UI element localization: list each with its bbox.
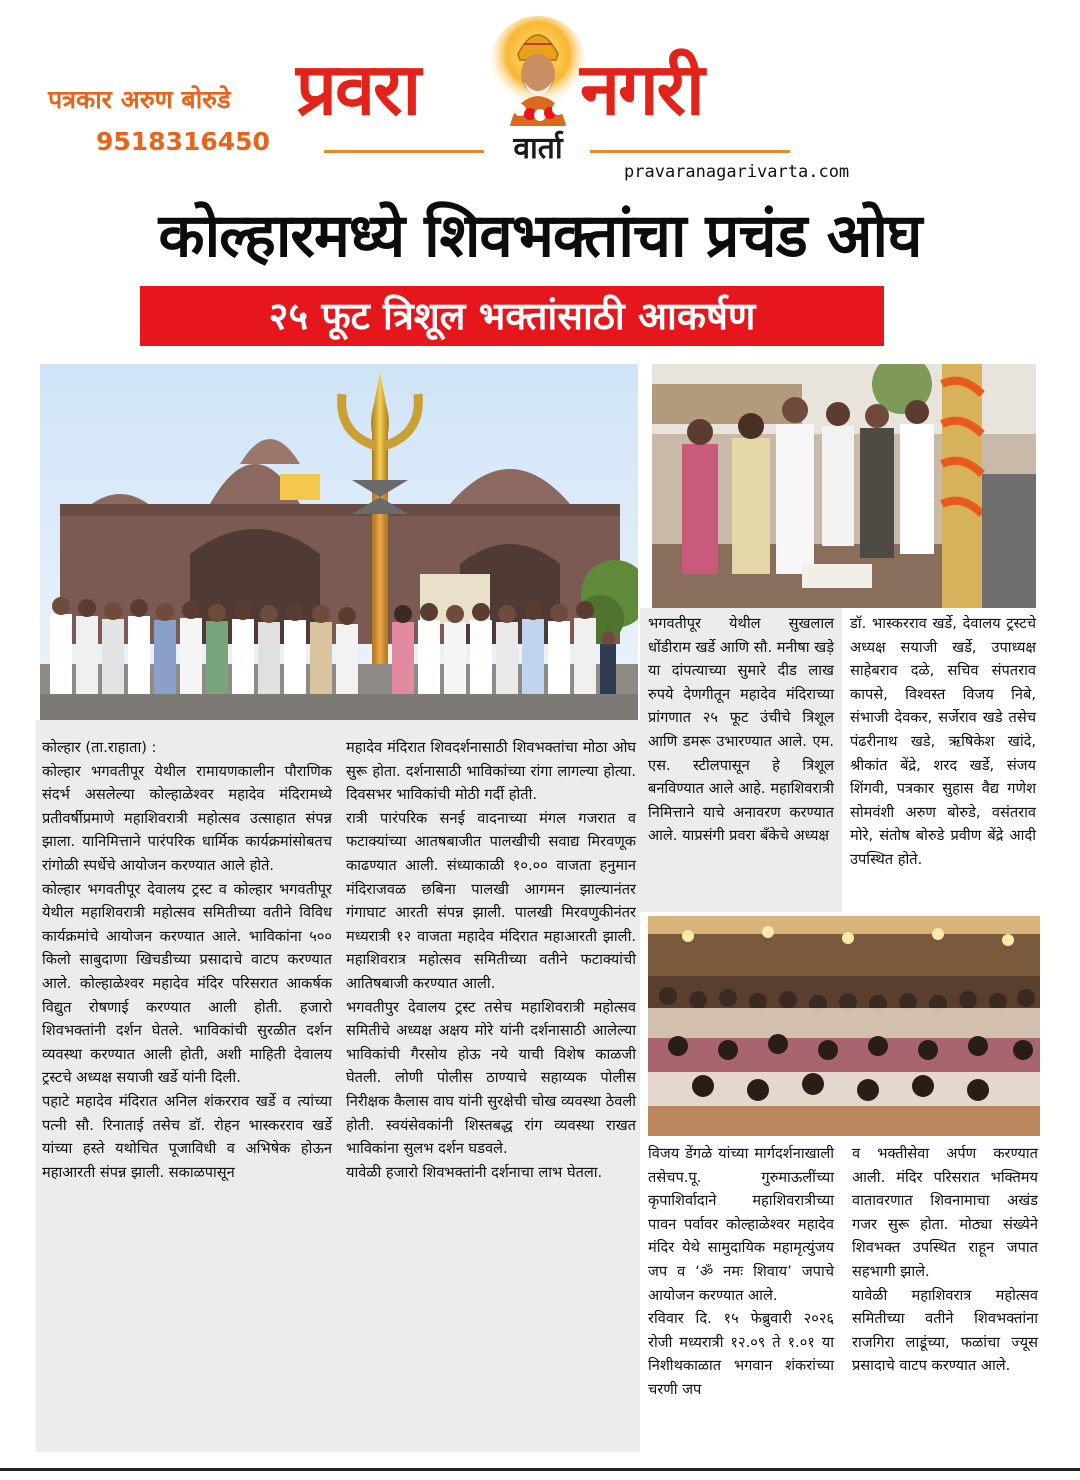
article-paragraph: विजय डेंगळे यांच्या मार्गदर्शनाखाली तसेचप.पू. गुरुमाऊलींच्या कृपाशिर्वादाने महाशिवरात्रीच्या पावन पर्वावर कोल्हाळेश्वर महादेव मंदिर येथे सामुदायिक महामृत्युंजय जप व ‘ॐ नमः शिवाय’ जपाचे आयोजन करण्यात आले. [648,1145,834,1304]
masthead-rule-right [590,150,790,153]
article-paragraph: व भक्तीसेवा अर्पण करण्यात आली. मंदिर परिसरात भक्तिमय वातावरणात शिवनामाचा अखंड गजर सुरू होता. मोठ्या संख्येने शिवभक्त उपस्थित राहून जपात सहभागी झाले. [852,1145,1038,1280]
article-paragraph: भगवतीपूर येथील सुखलाल धोंडीराम खर्डे आणि सौ. मनीषा खड़े या दांपत्याच्या सुमारे दीड लाख रुपये देणगीतून महादेव मंदिराच्या प्रांगणात २५ फूट उंचीचे त्रिशूल आणि डमरू उभारण्यात आले. एम. एस. स्टीलपासून हे त्रिशूल बनविण्यात आले आहे. महाशिवरात्री निमित्ताने याचे अनावरण करण्यात आले. याप्रसंगी प्रवरा बँकेचे अध्यक्ष [648,615,834,845]
masthead-rule-left [324,150,484,153]
brand-title-left: प्रवरा [296,47,420,131]
devotees-jap-photo [648,916,1040,1136]
dateline: कोल्हार (ता.राहाता) : [42,739,157,756]
reporter-phone: 9518316450 [96,127,270,156]
bottom-rule [0,1468,1080,1471]
article-column-6 [852,1142,1038,1378]
article-paragraph: यावेळी महाशिवरात्र महोत्सव समितीच्या वतीने शिवभक्तांना राजगिरा लाडूंच्या, फळांचा ज्यूस प्रसादाचे वाटप करण्यात आले. [852,1286,1038,1375]
article-paragraph: रात्री पारंपरिक सनई वादनाच्या मंगल गजरात व फटाक्यांच्या आतषबाजीत पालखीची सवाद्य मिरवणूक काढण्यात आली. संध्याकाळी १०.०० वाजता हनुमान मंदिराजवळ छबिना पालखी आगमन झाल्यानंतर गंगाघाट आरती संपन्न झाली. पालखी मिरवणुकीनंतर मध्यरात्री १२ वाजता महादेव मंदिरात महाआरती झाली. महाशिवरात्र महोत्सव समितीच्या वतीने फटाक्यांची आतिषबाजी करण्यात आली. [346,809,636,992]
article-column-5 [648,1142,834,1402]
brand-subtitle: वार्ता [513,131,563,166]
article-paragraph: कोल्हार भगवतीपूर देवालय ट्रस्ट व कोल्हार भगवतीपूर येथील महाशिवरात्री महोत्सव समितीच्या वतीने विविध कार्यक्रमांचे आयोजन करण्यात आले. भाविकांना ५०० किलो साबुदाणा खिचडीच्या प्रसादाचे वाटप करण्यात आले. कोल्हाळेश्वर महादेव मंदिर परिसरात आकर्षक विद्युत रोषणाई करण्यात आली होती. हजारो शिवभक्तांनी दर्शन घेतले. भाविकांची सुरळीत दर्शन व्यवस्था करण्यात आली होती, अशी माहिती देवालय ट्रस्टचे अध्यक्ष सयाजी खर्डे यांनी दिली. [42,880,332,1087]
article-paragraph: डॉ. भास्करराव खर्डे, देवालय ट्रस्टचे अध्यक्ष सयाजी खर्डे, उपाध्यक्ष साहेबराव दळे, सचिव संपतराव कापसे, विश्वस्त विजय निबे, संभाजी देवकर, सर्जेराव खडे तसेच पंढरीनाथ खडे, ऋषिकेश खांदे, श्रीकांत बेंद्रे, शरद खर्डे, संजय शिंगवी, पत्रकार सुहास वैद्य गणेश सोमवंशी अरुण बोरुडे, वसंतराव मोरे, संतोष बोरुडे प्रवीण बेंद्रे आदी उपस्थित होते. [850,615,1036,868]
article-column-3 [648,612,834,848]
article-paragraph: रविवार दि. १५ फेब्रुवारी २०२६ रोजी मध्यरात्री १२.०९ ते १.०१ या निशीथकाळात भगवान शंकरांच्या चरणी जप [648,1310,834,1398]
article-column-1 [42,736,332,1184]
article-column-4 [850,612,1036,872]
saint-portrait-icon [490,14,586,130]
article-paragraph: पहाटे महादेव मंदिरात अनिल शंकरराव खर्डे व त्यांच्या पत्नी सौ. रिनाताई तसेच डॉ. रोहन भास्करराव खर्डे यांच्या हस्ते यथोचित पूजाविधी व अभिषेक होऊन महाआरती संपन्न झाली. सकाळपासून [42,1092,332,1181]
article-paragraph: महादेव मंदिरात शिवदर्शनासाठी शिवभक्तांचा मोठा ओघ सुरू होता. दर्शनासाठी भाविकांच्या रांगा लागल्या होत्या. दिवसभर भाविकांची मोठी गर्दी होती. [346,739,636,804]
brand-title-right: नगरी [580,47,703,131]
trishul-puja-photo [652,364,1036,608]
article-paragraph: भगवतीपुर देवालय ट्रस्ट तसेच महाशिवरात्री महोत्सव समितीचे अध्यक्ष अक्षय मोरे यांनी दर्शनासाठी आलेल्या भाविकांची गैरसोय होऊ नये याची विशेष काळजी घेतली. लोणी पोलीस ठाण्याचे सहाय्यक पोलीस निरीक्षक कैलास वाघ यांनी सुरक्षेची चोख व्यवस्था ठेवली होती. स्वयंसेवकांनी शिस्तबद्ध रांग व्यवस्था राखत भाविकांना सुलभ दर्शन घडवले. [346,998,636,1158]
reporter-name: पत्रकार अरुण बोरुडे [48,85,231,114]
main-headline: कोल्हारमध्ये शिवभक्तांचा प्रचंड ओघ [158,201,922,271]
subheadline: २५ फूट त्रिशूल भक्तांसाठी आकर्षण [268,294,756,338]
article-column-2 [346,736,636,1184]
website-link[interactable]: pravaranagarivarta.com [624,162,850,182]
article-paragraph: यावेळी हजारो शिवभक्तांनी दर्शनाचा लाभ घेतला. [346,1163,603,1181]
article-paragraph: कोल्हार भगवतीपूर येथील रामायणकालीन पौराणिक संदर्भ असलेल्या कोल्हाळेश्वर महादेव मंदिरामध्ये प्रतीवर्षीप्रमाणे महाशिवरात्री महोत्सव उत्साहात संपन्न झाला. यानिमित्ताने पारंपरिक धार्मिक कार्यक्रमांसोबतच रांगोळी स्पर्धेचे आयोजन करण्यात आले होते. [42,762,332,874]
temple-trishul-group-photo [40,364,638,720]
